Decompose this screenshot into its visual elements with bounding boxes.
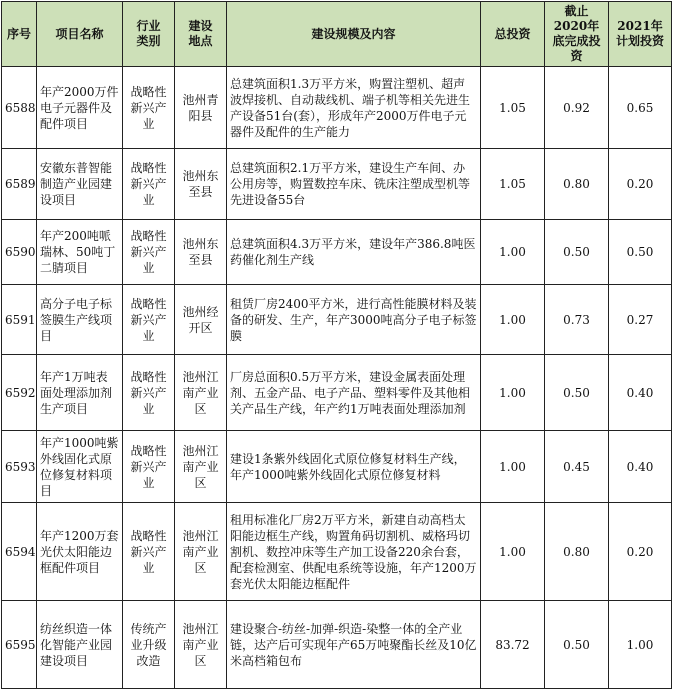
header-name: 项目名称 (37, 2, 123, 67)
project-table-container (1, 1, 672, 689)
cell-plan: 0.40 (609, 431, 672, 503)
cell-content: 建设聚合-纺丝-加弹-织造-染整一体的全产业链，达产后可实现年产65万吨聚酯长丝及10亿米高档箱包布 (227, 601, 481, 689)
table-row (2, 431, 672, 503)
cell-location: 池州东至县 (175, 220, 227, 285)
cell-name: 纺丝织造一体化智能产业园建设项目 (37, 601, 123, 689)
cell-plan: 0.27 (609, 285, 672, 355)
header-content: 建设规模及内容 (227, 2, 481, 67)
cell-total: 1.00 (481, 220, 545, 285)
header-id: 序号 (2, 2, 37, 67)
cell-location: 池州江南产业区 (175, 601, 227, 689)
cell-completed: 0.50 (545, 601, 609, 689)
cell-completed: 0.45 (545, 431, 609, 503)
cell-id: 6592 (2, 355, 37, 431)
cell-id: 6591 (2, 285, 37, 355)
cell-completed: 0.80 (545, 503, 609, 601)
table-row (2, 67, 672, 149)
cell-completed: 0.80 (545, 149, 609, 220)
cell-content: 建设1条紫外线固化式原位修复材料生产线，年产1000吨紫外线固化式原位修复材料 (227, 431, 481, 503)
cell-id: 6595 (2, 601, 37, 689)
table-row (2, 355, 672, 431)
cell-id: 6594 (2, 503, 37, 601)
cell-content: 总建筑面积1.3万平方米，购置注塑机、超声波焊接机、自动裁线机、端子机等相关先进生产设备51台(套），形成年产2000万件电子元器件及配件的生产能力 (227, 67, 481, 149)
header-total: 总投资 (481, 2, 545, 67)
cell-location: 池州东至县 (175, 149, 227, 220)
table-row (2, 503, 672, 601)
cell-completed: 0.50 (545, 220, 609, 285)
cell-industry: 战略性新兴产业 (123, 355, 175, 431)
cell-location: 池州青阳县 (175, 67, 227, 149)
cell-completed: 0.50 (545, 355, 609, 431)
cell-name: 年产1200万套光伏太阳能边框配件项目 (37, 503, 123, 601)
cell-plan: 0.20 (609, 149, 672, 220)
table-row (2, 285, 672, 355)
cell-location: 池州江南产业区 (175, 503, 227, 601)
cell-completed: 0.92 (545, 67, 609, 149)
header-completed: 截止2020年 底完成投资 (545, 2, 609, 67)
cell-total: 1.00 (481, 355, 545, 431)
cell-id: 6590 (2, 220, 37, 285)
cell-industry: 战略性新兴产业 (123, 220, 175, 285)
cell-content: 租赁厂房2400平方米，进行高性能膜材料及装备的研发、生产，年产3000吨高分子电子标签膜 (227, 285, 481, 355)
cell-content: 租用标准化厂房2万平方米，新建自动高档太阳能边框生产线，购置角码切割机、威格玛切割机、数控冲床等生产加工设备220余台套，配套检测室、供配电系统等设施，年产1200万套光伏太阳能边框配件 (227, 503, 481, 601)
header-plan: 2021年 计划投资 (609, 2, 672, 67)
cell-id: 6589 (2, 149, 37, 220)
cell-id: 6588 (2, 67, 37, 149)
cell-content: 总建筑面积4.3万平方米，建设年产386.8吨医药催化剂生产线 (227, 220, 481, 285)
cell-industry: 战略性新兴产业 (123, 431, 175, 503)
cell-plan: 0.50 (609, 220, 672, 285)
table-row (2, 149, 672, 220)
cell-name: 安徽东普智能制造产业园建设项目 (37, 149, 123, 220)
cell-plan: 1.00 (609, 601, 672, 689)
project-table (1, 1, 672, 689)
cell-total: 1.00 (481, 431, 545, 503)
cell-id: 6593 (2, 431, 37, 503)
cell-name: 年产2000万件电子元器件及配件项目 (37, 67, 123, 149)
cell-plan: 0.40 (609, 355, 672, 431)
cell-total: 1.00 (481, 503, 545, 601)
cell-name: 高分子电子标签膜生产线项目 (37, 285, 123, 355)
cell-location: 池州江南产业区 (175, 355, 227, 431)
cell-industry: 战略性新兴产业 (123, 285, 175, 355)
cell-location: 池州江南产业区 (175, 431, 227, 503)
cell-name: 年产1万吨表面处理添加剂生产项目 (37, 355, 123, 431)
cell-content: 厂房总面积0.5万平方米，建设金属表面处理剂、五金产品、电子产品、塑料零件及其他相关产品生产线，年产约1万吨表面处理添加剂 (227, 355, 481, 431)
header-industry: 行业 类别 (123, 2, 175, 67)
cell-total: 1.05 (481, 67, 545, 149)
cell-name: 年产200吨哌瑞林、50吨丁二腈项目 (37, 220, 123, 285)
header-row (2, 2, 672, 67)
cell-total: 1.00 (481, 285, 545, 355)
cell-plan: 0.20 (609, 503, 672, 601)
cell-industry: 传统产业升级改造 (123, 601, 175, 689)
header-location: 建设 地点 (175, 2, 227, 67)
cell-industry: 战略性新兴产业 (123, 149, 175, 220)
cell-total: 1.05 (481, 149, 545, 220)
table-row (2, 220, 672, 285)
cell-completed: 0.73 (545, 285, 609, 355)
table-row (2, 601, 672, 689)
cell-name: 年产1000吨紫外线固化式原位修复材料项目 (37, 431, 123, 503)
cell-plan: 0.65 (609, 67, 672, 149)
cell-industry: 战略性新兴产业 (123, 503, 175, 601)
cell-total: 83.72 (481, 601, 545, 689)
cell-location: 池州经开区 (175, 285, 227, 355)
cell-content: 总建筑面积2.1万平方米，建设生产车间、办公用房等，购置数控车床、铣床注塑成型机等先进设备55台 (227, 149, 481, 220)
cell-industry: 战略性新兴产业 (123, 67, 175, 149)
